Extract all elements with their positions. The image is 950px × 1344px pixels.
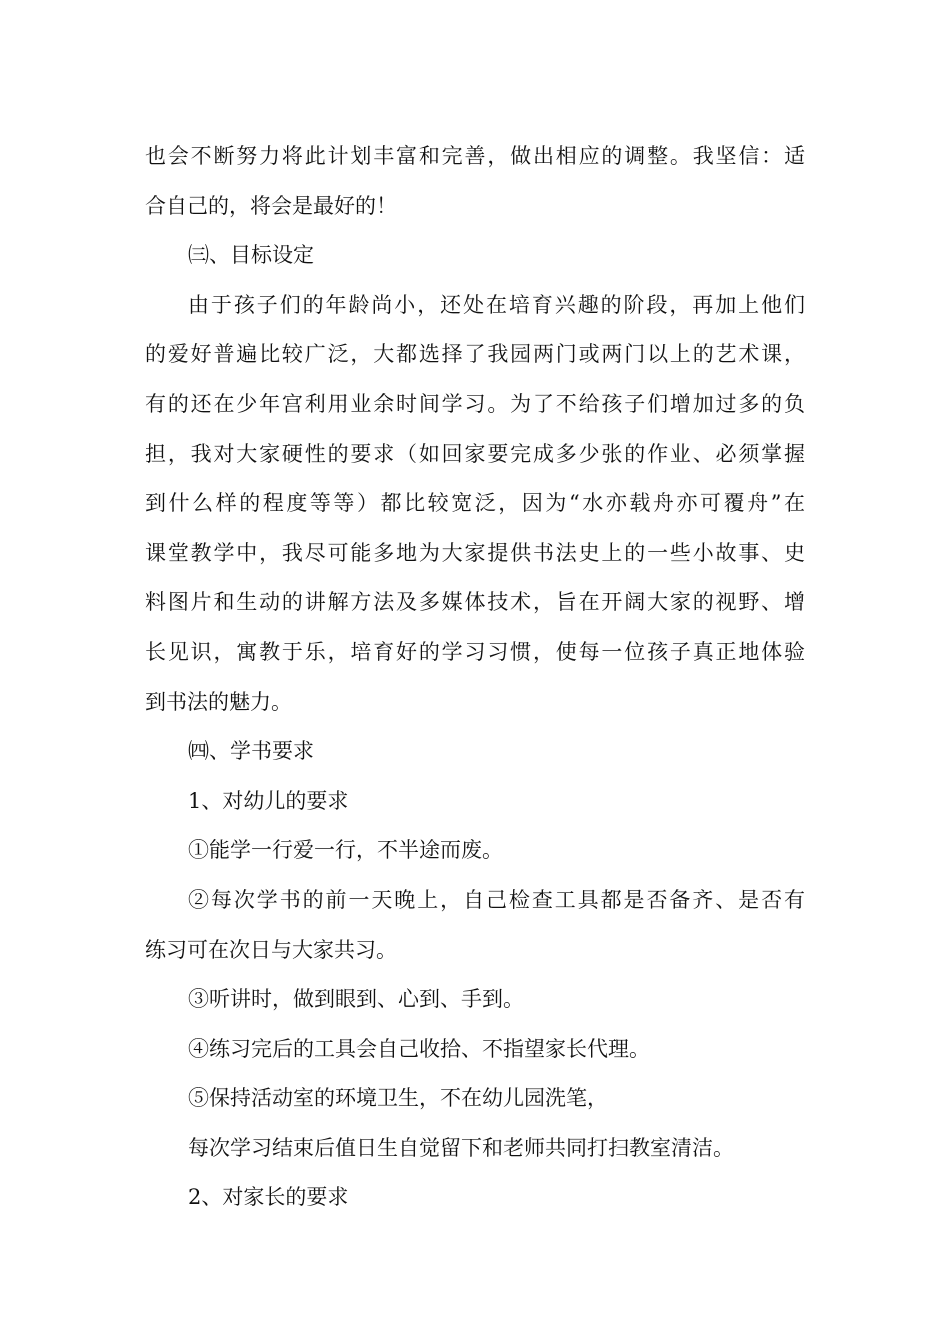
text-line: ④练习完后的工具会自己收拾、不指望家长代理。 xyxy=(188,1036,650,1061)
text-line: ②每次学书的前一天晚上，自己检查工具都是否备齐、是否有 xyxy=(188,887,805,912)
text-line: ③听讲时，做到眼到、心到、手到。 xyxy=(188,987,524,1012)
text-line: 合自己的，将会是最好的！ xyxy=(145,193,397,218)
text-line: 课堂教学中，我尽可能多地为大家提供书法史上的一些小故事、史 xyxy=(145,540,805,565)
text-line: ①能学一行爱一行，不半途而废。 xyxy=(188,838,503,863)
text-line: 有的还在少年宫利用业余时间学习。为了不给孩子们增加过多的负 xyxy=(145,391,805,416)
text-line: 也会不断努力将此计划丰富和完善，做出相应的调整。我坚信：适 xyxy=(145,144,805,168)
text-line: 1、对幼儿的要求 xyxy=(188,788,349,813)
text-line: 由于孩子们的年龄尚小，还处在培育兴趣的阶段，再加上他们 xyxy=(188,292,805,317)
text-line: 练习可在次日与大家共习。 xyxy=(145,937,397,962)
text-line: 每次学习结束后值日生自觉留下和老师共同打扫教室清洁。 xyxy=(188,1135,734,1160)
text-line: 到书法的魅力。 xyxy=(145,689,292,714)
text-line: 到什么样的程度等等）都比较宽泛，因为“水亦载舟亦可覆舟”在 xyxy=(145,491,805,516)
text-line: ㈢、目标设定 xyxy=(188,243,314,268)
text-line: 担，我对大家硬性的要求（如回家要完成多少张的作业、必须掌握 xyxy=(145,441,805,466)
text-line: ㈣、学书要求 xyxy=(188,739,314,764)
text-line: 料图片和生动的讲解方法及多媒体技术，旨在开阔大家的视野、增 xyxy=(145,590,805,615)
text-line: 长见识，寓教于乐，培育好的学习习惯，使每一位孩子真正地体验 xyxy=(145,639,805,664)
text-line: 2、对家长的要求 xyxy=(188,1185,349,1210)
text-line: ⑤保持活动室的环境卫生，不在幼儿园洗笔， xyxy=(188,1086,608,1111)
text-line: 的爱好普遍比较广泛，大都选择了我园两门或两门以上的艺术课， xyxy=(145,342,805,367)
document-body xyxy=(145,132,805,1223)
